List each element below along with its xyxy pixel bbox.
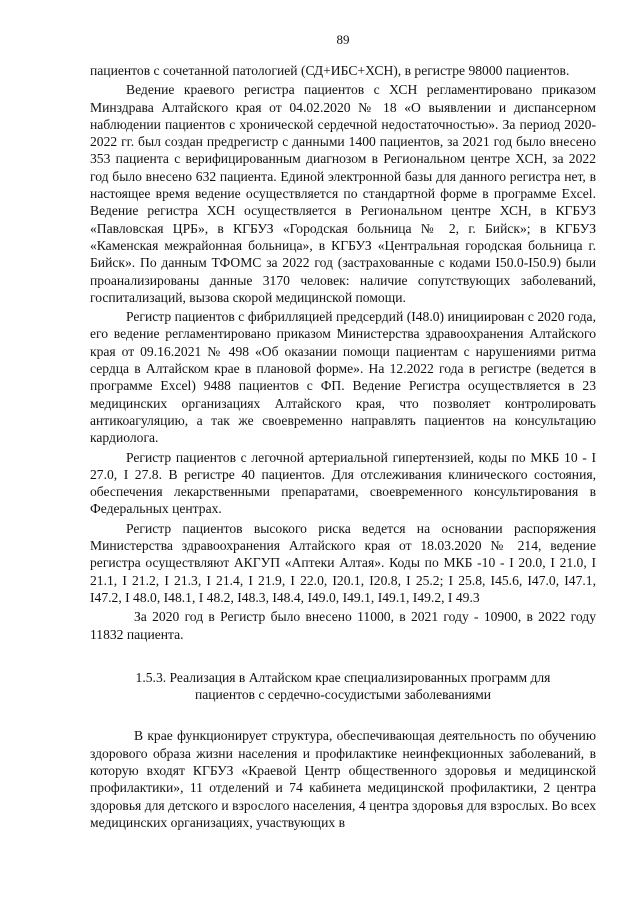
page-number: 89 [336,32,350,47]
paragraph-af-registry: Регистр пациентов с фибрилляцией предсердий (I48.0) инициирован с 2020 года, его ведение регламентировано приказом Министерства здравоохранения Алтайского края от 09.16.2021 № 498 «Об оказании помощи пациентам с нарушениями ритма сердца в Алтайском крае в плановой форме». На 12.2022 года в регистре (ведется в программе Excel) 9488 пациентов с ФП. Ведение Регистра осуществляется в 23 медицинских организациях Алтайского края, что позволяет контролировать антикоагуляцию, а так же своевременно направлять пациентов на консультацию кардиолога. [90,309,596,446]
section-heading-line-2: пациентов с сердечно-сосудистыми заболеваниями [194,687,492,703]
paragraph-prevention-structure: В крае функционирует структура, обеспечивающая деятельность по обучению здорового образа жизни населения и профилактике неинфекционных заболеваний, в которую входят КГБУЗ «Краевой Центр общественного здоровья и медицинской профилактики», 11 отделений и 74 кабинета медицинской профилактики, 2 центра здоровья для детского и взрослого населения, 4 центра здоровья для взрослых. Во всех медицинских организациях, участвующих в [90,728,596,830]
paragraph-continuation: пациентов с сочетанной патологией (СД+ИБС+ХСН), в регистре 98000 пациентов. [90,63,570,78]
paragraph-pah-registry: Регистр пациентов с легочной артериальной гипертензией, коды по МКБ 10 - I 27.0, I 27.8. В регистре 40 пациентов. Для отслеживания клинического состояния, обеспечения лекарственными препаратами, своевременного консультирования в Федеральных центрах. [90,449,596,517]
paragraph-high-risk-registry: Регистр пациентов высокого риска ведется на основании распоряжения Министерства здравоохранения Алтайского края от 18.03.2020 № 214, ведение регистра осуществляют АКГУП «Аптеки Алтая». Коды по МКБ -10 - I 20.0, I 21.0, I 21.1, I 21.2, I 21.3, I 21.4, I 21.9, I 22.0, I20.1, I20.8, I 25.2; I 25.8, I45.6, I47.0, I47.1, I47.2, I 48.0, I48.1, I 48.2, I48.3, I48.4, I49.0, I49.1, I49.1, I49.2, I 49.3 [90,520,596,605]
paragraph-hsn-registry: Ведение краевого регистра пациентов с ХСН регламентировано приказом Минздрава Алтайского края от 04.02.2020 № 18 «О выявлении и диспансерном наблюдении пациентов с хронической сердечной недостаточностью». За период 2020- 2022 гг. был создан предрегистр с данными 1400 пациентов, за 2021 год было внесено 353 пациента с верифицированным диагнозом в Региональном центре ХСН, за 2022 год было внесено 632 пациента. Единой электронной базы для данного регистра нет, в настоящее время ведение осуществляется по стандартной форме в программе Excel. Ведение регистра ХСН осуществляется в Региональном центре ХСН, в КГБУЗ «Павловская ЦРБ», в КГБУЗ «Городская больница № 2, г. Бийск»; в КГБУЗ «Каменская межрайонная больница», в КГБУЗ «Центральная городская больница г. Бийск». По данным ТФОМС за 2022 год (застрахованные с кодами I50.0-I50.9) были проанализированы данные 3170 человек: наличие сопутствующих заболеваний, госпитализаций, вызова скорой медицинской помощи. [90,82,596,305]
section-heading-line-1: 1.5.3. Реализация в Алтайском крае специализированных программ для [135,669,551,685]
section-heading [90,669,596,704]
paragraph-registry-counts: За 2020 год в Регистр было внесено 11000, в 2021 году - 10900, в 2022 году 11832 пациента. [90,609,596,642]
